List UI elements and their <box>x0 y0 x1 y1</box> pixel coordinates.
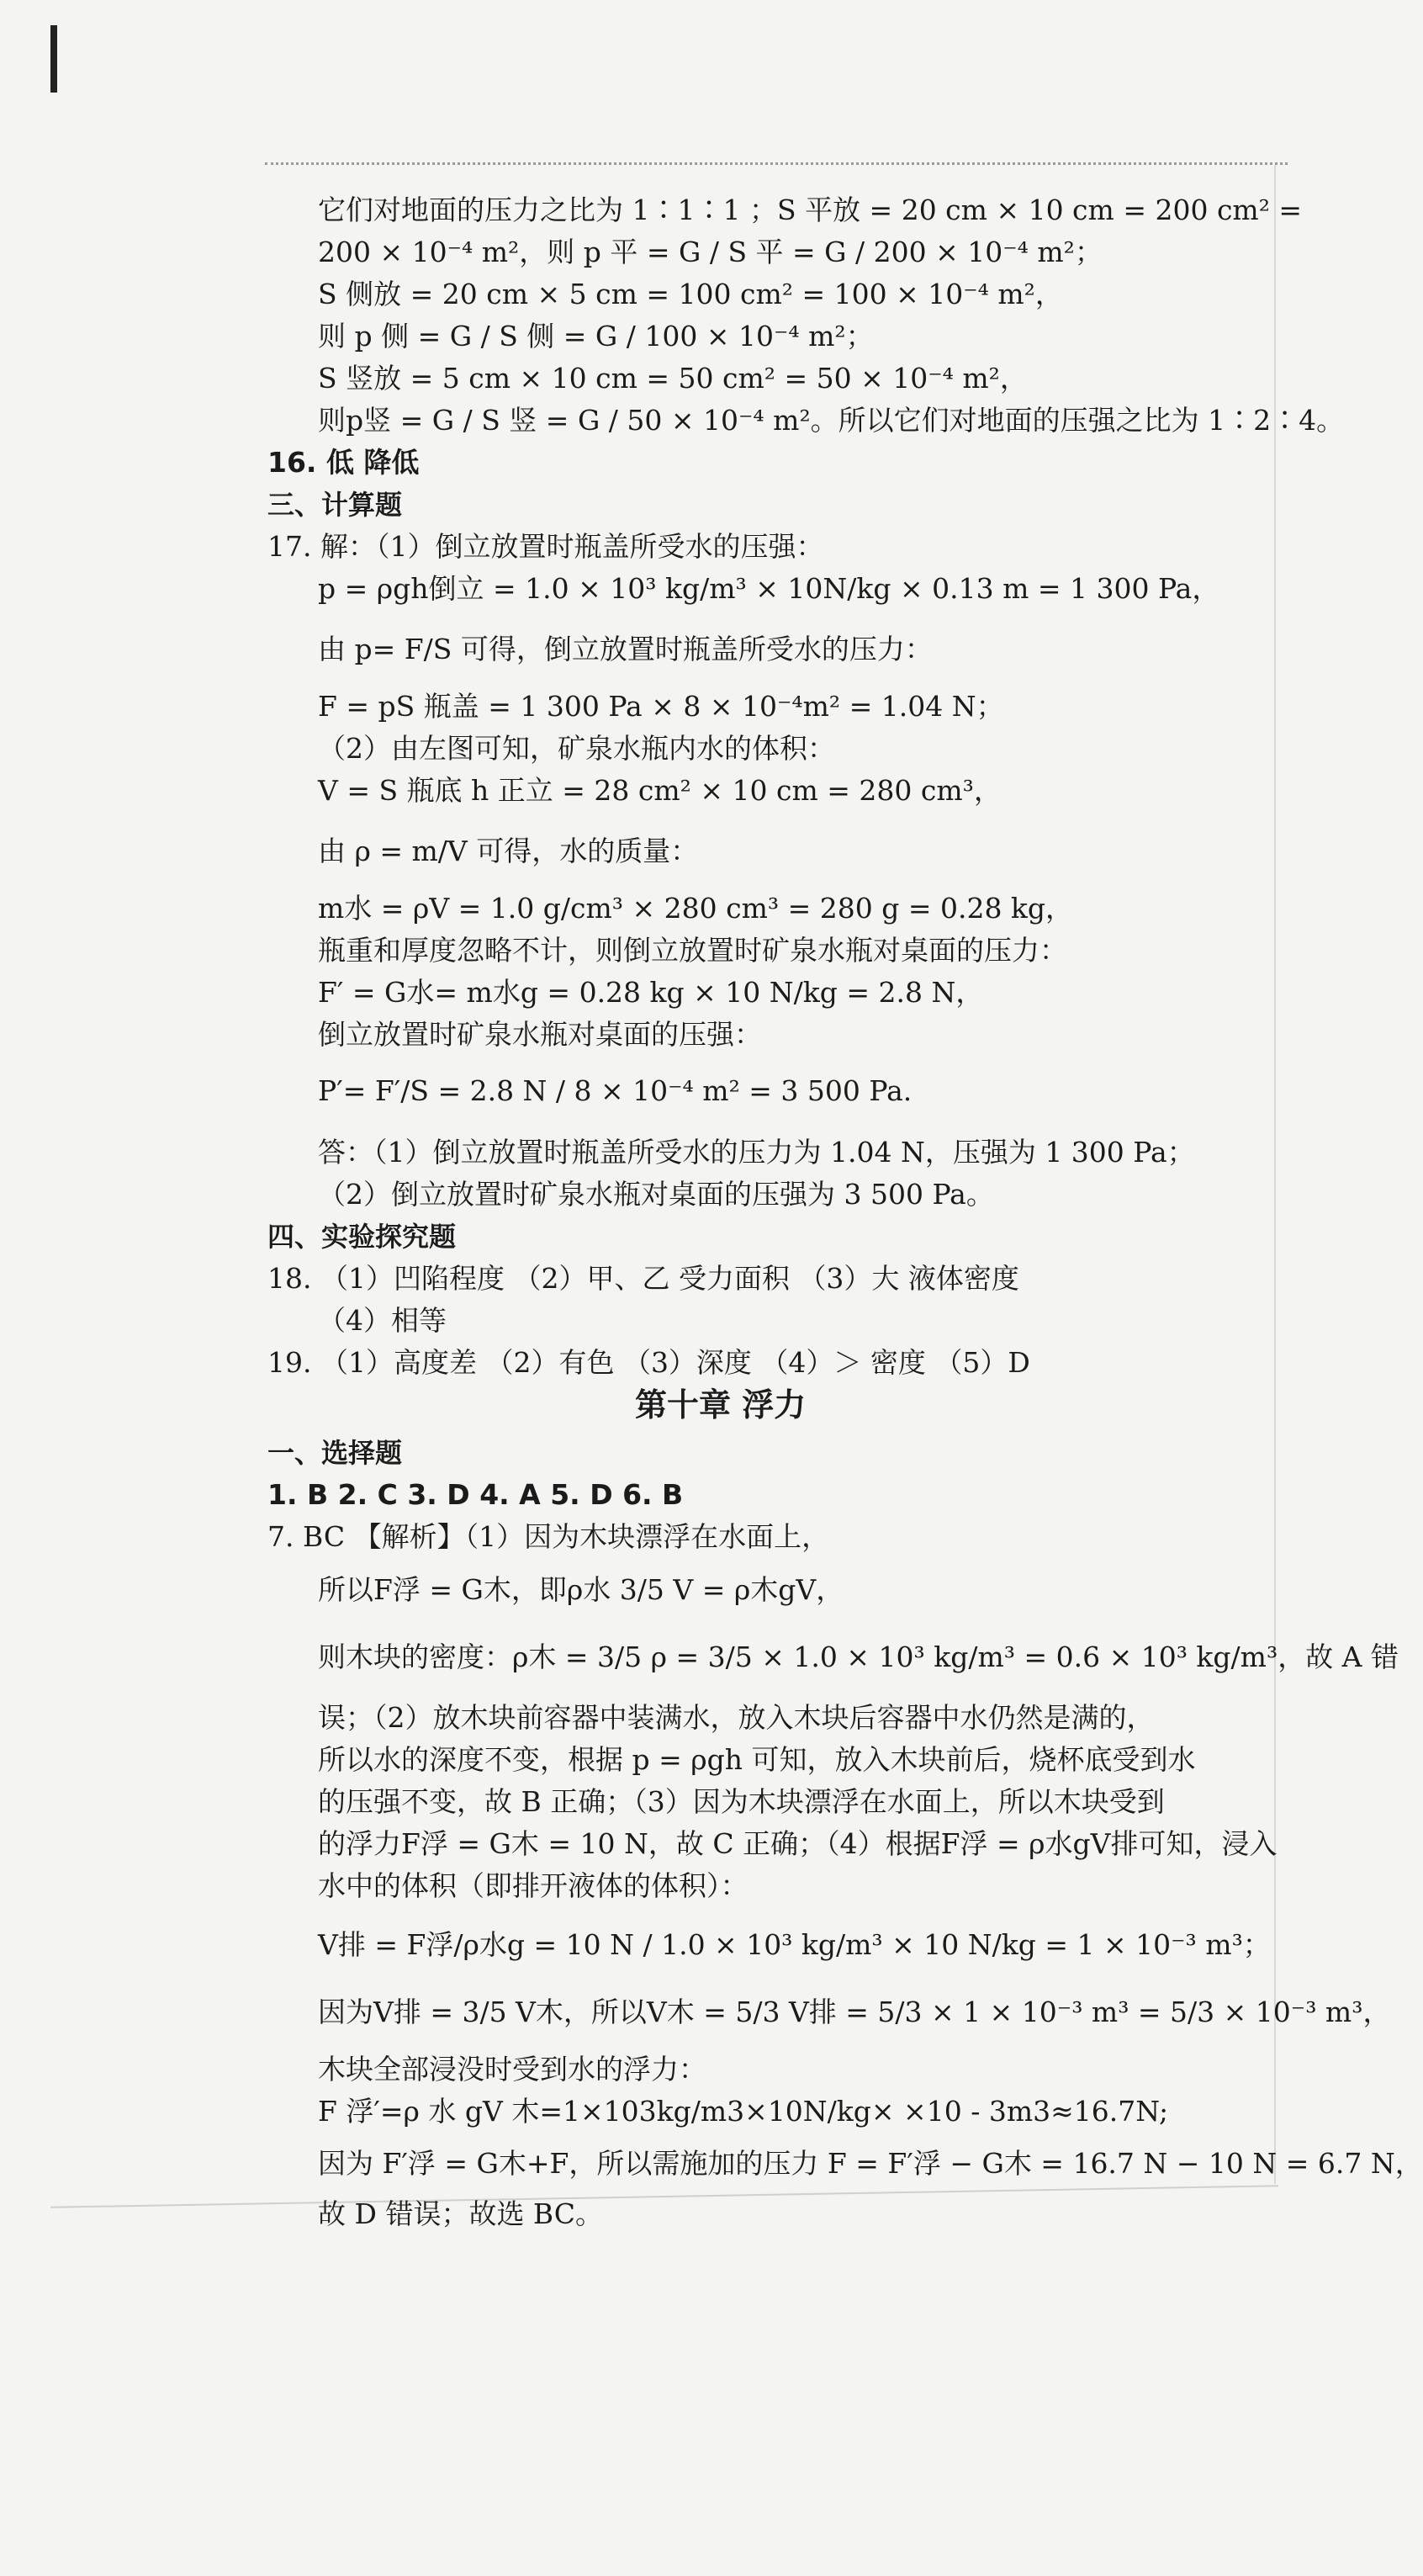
text-line: 瓶重和厚度忽略不计，则倒立放置时矿泉水瓶对桌面的压力： <box>318 934 1067 967</box>
text-line: 故 D 错误；故选 BC。 <box>318 2197 604 2230</box>
text-line: S 竖放 = 5 cm × 10 cm = 50 cm² = 50 × 10⁻⁴ m²， <box>318 362 1028 395</box>
text-line: 因为V排 = 3/5 V木，所以V木 = 5/3 V排 = 5/3 × 1 × 10⁻³ m³ = 5/3 × 10⁻³ m³， <box>318 1996 1391 2028</box>
answer-17: 17. 解：（1）倒立放置时瓶盖所受水的压强： <box>267 530 824 563</box>
text-line: 则p竖 = G / S 竖 = G / 50 × 10⁻⁴ m²。所以它们对地面的压强之比为 1∶2∶4。 <box>318 404 1345 437</box>
answer-7: 7. BC 【解析】（1）因为木块漂浮在水面上， <box>267 1520 830 1553</box>
answer-19: 19. （1）高度差 （2）有色 （3）深度 （4）＞ 密度 （5）D <box>267 1346 1030 1379</box>
answer-16: 16. 低 降低 <box>267 446 420 479</box>
text-line: m水 = ρV = 1.0 g/cm³ × 280 cm³ = 280 g = 0.28 kg， <box>318 892 1074 925</box>
text-line: 水中的体积（即排开液体的体积）： <box>318 1869 749 1902</box>
text-line: （4）相等 <box>318 1304 447 1337</box>
text-line: P′= F′/S = 2.8 N / 8 × 10⁻⁴ m² = 3 500 Pa. <box>318 1074 913 1107</box>
text-line: F = pS 瓶盖 = 1 300 Pa × 8 × 10⁻⁴m² = 1.04 N； <box>318 690 1004 723</box>
text-line: 倒立放置时矿泉水瓶对桌面的压强： <box>318 1018 762 1051</box>
text-line: F 浮′=ρ 水 gV 木=1×103kg/m3×10N/kg× ×10 - 3m3≈16.7N; <box>318 2095 1169 2128</box>
page-fold-line <box>50 2185 1278 2208</box>
text-line: 木块全部浸没时受到水的浮力： <box>318 2053 706 2086</box>
section-heading: 一、选择题 <box>267 1437 403 1469</box>
text-line: S 侧放 = 20 cm × 5 cm = 100 cm² = 100 × 10⁻⁴ m²， <box>318 278 1063 310</box>
text-line: 由 p= F/S 可得，倒立放置时瓶盖所受水的压力： <box>318 633 933 665</box>
text-line: （2）倒立放置时矿泉水瓶对桌面的压强为 3 500 Pa。 <box>318 1178 994 1211</box>
text-line: （2）由左图可知，矿泉水瓶内水的体积： <box>318 732 835 765</box>
text-line: 所以F浮 = G木，即ρ水 3/5 V = ρ木gV， <box>318 1573 844 1606</box>
chapter-title: 第十章 浮力 <box>635 1386 807 1423</box>
text-line: 则木块的密度：ρ木 = 3/5 ρ = 3/5 × 1.0 × 10³ kg/m³ = 0.6 × 10³ kg/m³，故 A 错 <box>318 1640 1399 1673</box>
text-line: F′ = G水= m水g = 0.28 kg × 10 N/kg = 2.8 N， <box>318 976 984 1009</box>
text-line: 它们对地面的压力之比为 1∶1∶1 ；S 平放 = 20 cm × 10 cm = 200 cm² = <box>318 193 1303 226</box>
text-line: 200 × 10⁻⁴ m²，则 p 平 = G / S 平 = G / 200 × 10⁻⁴ m²； <box>318 236 1103 268</box>
text-line: 因为 F′浮 = G木+F，所以需施加的压力 F = F′浮 − G木 = 16.7 N − 10 N = 6.7 N， <box>318 2147 1423 2180</box>
section-heading: 三、计算题 <box>267 489 403 521</box>
text-line: 的浮力F浮 = G木 = 10 N，故 C 正确；（4）根据F浮 = ρ水gV排可知，浸入 <box>318 1827 1278 1860</box>
right-margin-line <box>1274 165 1276 2184</box>
answer-choices: 1. B 2. C 3. D 4. A 5. D 6. B <box>267 1478 684 1511</box>
answer-18: 18. （1）凹陷程度 （2）甲、乙 受力面积 （3）大 液体密度 <box>267 1262 1019 1295</box>
text-line: p = ρgh倒立 = 1.0 × 10³ kg/m³ × 10N/kg × 0.13 m = 1 300 Pa， <box>318 572 1220 605</box>
text-line: V = S 瓶底 h 正立 = 28 cm² × 10 cm = 280 cm³， <box>318 774 1002 807</box>
binding-mark <box>50 25 57 93</box>
text-line: 所以水的深度不变，根据 p = ρgh 可知，放入木块前后，烧杯底受到水 <box>318 1743 1196 1776</box>
section-heading: 四、实验探究题 <box>267 1221 457 1253</box>
text-line: 由 ρ = m/V 可得，水的质量： <box>318 835 699 867</box>
text-line: 的压强不变，故 B 正确；（3）因为木块漂浮在水面上，所以木块受到 <box>318 1785 1165 1818</box>
text-line: 则 p 侧 = G / S 侧 = G / 100 × 10⁻⁴ m²； <box>318 320 874 352</box>
text-line: 答：（1）倒立放置时瓶盖所受水的压力为 1.04 N，压强为 1 300 Pa； <box>318 1136 1195 1169</box>
text-line: V排 = F浮/ρ水g = 10 N / 1.0 × 10³ kg/m³ × 10 N/kg = 1 × 10⁻³ m³； <box>318 1928 1271 1961</box>
text-line: 误；（2）放木块前容器中装满水，放入木块后容器中水仍然是满的， <box>318 1701 1155 1734</box>
header-divider <box>265 162 1288 165</box>
